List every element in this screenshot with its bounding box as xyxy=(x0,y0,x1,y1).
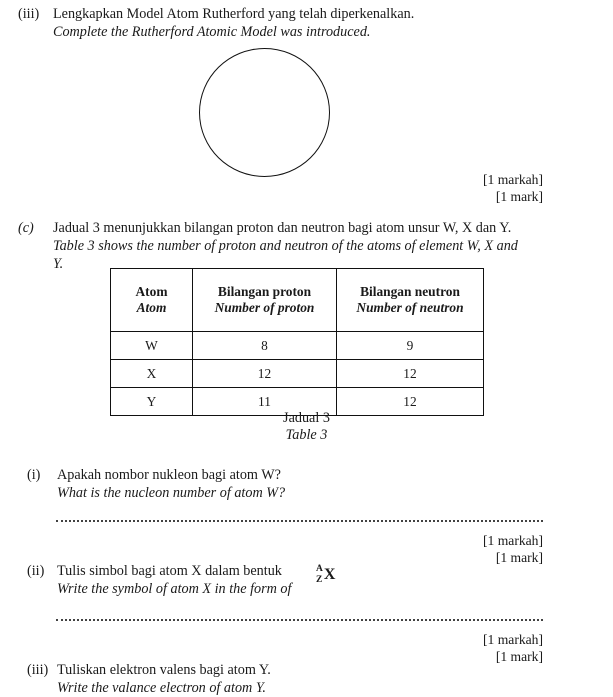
question-b-iii-label: (iii) xyxy=(18,6,40,22)
rutherford-model-circle xyxy=(199,48,330,177)
marks-english-text: [1 mark] xyxy=(495,649,543,664)
question-c-ii-label: (ii) xyxy=(27,563,45,579)
table-header-neutron-english: Number of neutron xyxy=(356,300,464,315)
marks-english-text: [1 mark] xyxy=(495,189,543,204)
table-row xyxy=(111,332,484,360)
question-c-english-text-line2: Y. xyxy=(53,256,64,272)
isotope-az-group xyxy=(316,564,323,586)
marks-english-text: [1 mark] xyxy=(495,550,543,565)
table-caption-malay-text: Jadual 3 xyxy=(283,410,330,426)
table-caption-english-text: Table 3 xyxy=(285,427,328,443)
question-c-ii-marks-malay xyxy=(343,632,543,649)
question-c-ii-marks-english xyxy=(343,649,543,666)
question-c-i-malay-text: Apakah nombor nukleon bagi atom W? xyxy=(57,467,281,483)
question-b-iii-marks-malay xyxy=(343,172,543,189)
table-header-atom-malay: Atom xyxy=(135,284,168,299)
table-header-atom-english: Atom xyxy=(136,300,167,315)
table-cell-neutron: 12 xyxy=(337,360,484,388)
question-b-iii-english-text: Complete the Rutherford Atomic Model was introduced. xyxy=(53,24,371,40)
table-cell-proton: 11 xyxy=(193,388,337,416)
answer-line-c-i[interactable] xyxy=(56,518,543,522)
table-cell-proton: 8 xyxy=(193,332,337,360)
marks-malay-text: [1 markah] xyxy=(482,632,543,647)
question-b-iii-marks-english xyxy=(343,189,543,206)
marks-malay-text: [1 markah] xyxy=(482,533,543,548)
answer-line-c-ii[interactable] xyxy=(56,617,543,621)
isotope-element-symbol: X xyxy=(323,566,336,583)
question-c-i-english-text: What is the nucleon number of atom W? xyxy=(57,485,286,501)
proton-neutron-table xyxy=(110,268,484,416)
table-cell-atom: X xyxy=(111,360,193,388)
question-c-iii-malay-text: Tuliskan elektron valens bagi atom Y. xyxy=(57,662,271,678)
table-header-proton-english: Number of proton xyxy=(214,300,315,315)
isotope-notation xyxy=(316,564,335,586)
question-c-ii-malay-text: Tulis simbol bagi atom X dalam bentuk xyxy=(57,563,282,579)
question-c-i-marks-english xyxy=(343,550,543,567)
table-cell-atom: W xyxy=(111,332,193,360)
table-caption-english xyxy=(0,427,613,444)
question-b-iii-malay-text: Lengkapkan Model Atom Rutherford yang telah diperkenalkan. xyxy=(53,6,415,22)
question-c-label: (c) xyxy=(18,220,34,236)
question-c-iii-english-text: Write the valance electron of atom Y. xyxy=(57,680,266,696)
table-header-proton-malay: Bilangan proton xyxy=(217,284,312,299)
table-cell-proton: 12 xyxy=(193,360,337,388)
table-header-atom xyxy=(111,269,193,332)
isotope-superscript-a: A xyxy=(316,564,323,574)
question-c-malay-text: Jadual 3 menunjukkan bilangan proton dan neutron bagi atom unsur W, X dan Y. xyxy=(53,220,512,236)
question-c-i-marks-malay xyxy=(343,533,543,550)
table-cell-neutron: 9 xyxy=(337,332,484,360)
question-c-iii-label: (iii) xyxy=(27,662,49,678)
table-header-proton xyxy=(193,269,337,332)
table-cell-atom: Y xyxy=(111,388,193,416)
question-c-english-text-line1: Table 3 shows the number of proton and neutron of the atoms of element W, X and xyxy=(53,238,518,254)
table-header-row xyxy=(111,269,484,332)
question-c-i-label: (i) xyxy=(27,467,41,483)
table-header-neutron-malay: Bilangan neutron xyxy=(360,284,460,299)
table-caption-malay xyxy=(0,410,613,427)
isotope-subscript-z: Z xyxy=(316,575,323,585)
marks-malay-text: [1 markah] xyxy=(482,172,543,187)
question-c-ii-english-text: Write the symbol of atom X in the form of xyxy=(57,581,292,597)
table-row xyxy=(111,360,484,388)
table-cell-neutron: 12 xyxy=(337,388,484,416)
table-header-neutron xyxy=(337,269,484,332)
